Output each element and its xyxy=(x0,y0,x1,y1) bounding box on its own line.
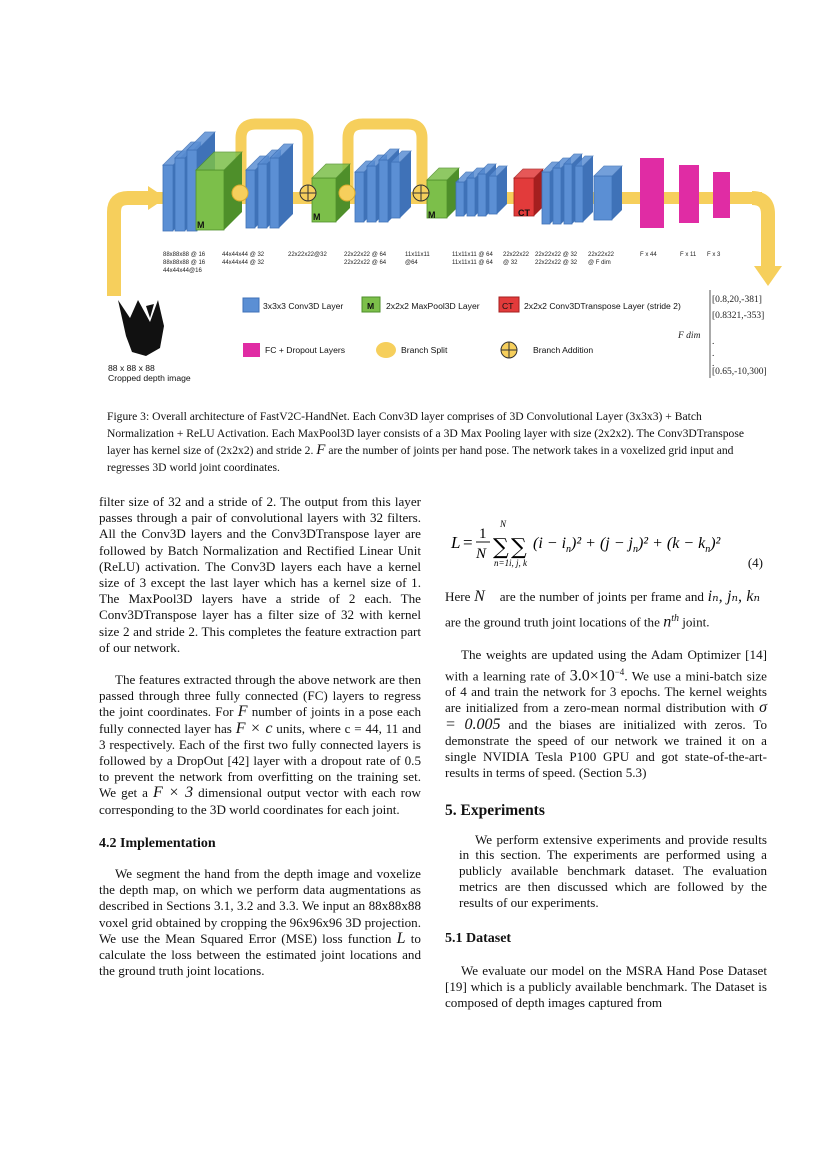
conv3d-block xyxy=(270,144,293,228)
input-depth-image xyxy=(118,300,164,356)
legend-conv-swatch xyxy=(243,298,259,312)
right-column xyxy=(445,494,767,1011)
conv3d-block xyxy=(489,166,507,214)
layer-size-label: 11x11x11 @ 64 xyxy=(452,252,493,258)
legend-fc-label: FC + Dropout Layers xyxy=(265,345,346,355)
layer-size-label: 22x22x22 xyxy=(503,252,530,258)
output-matrix xyxy=(677,290,767,378)
paragraph: Here N are the number of joints per frame and iₙ, jₙ, kₙ are the ground truth joint locations of the $n^{th}$ joint. xyxy=(445,588,760,631)
layer-size-label: 22x22x22 @ 32 xyxy=(535,252,578,258)
input-caption-label: Cropped depth image xyxy=(108,373,191,383)
legend-split-label: Branch Split xyxy=(401,345,448,355)
layer-size-label: 88x88x88 @ 16 xyxy=(163,252,206,258)
layer-size-label: @ 32 xyxy=(503,260,518,266)
layer-size-label: 22x22x22 @ 32 xyxy=(535,260,578,266)
eq-equals: = xyxy=(463,533,473,552)
layer-size-label: 44x44x44 @ 32 xyxy=(222,252,265,258)
layer-size-label: @ F dim xyxy=(588,260,611,266)
paragraph: The features extracted through the above network are then passed through three fully connected (FC) layers to regress the joint coordinates. For F number of joints in a pose each fully connected layer has F × c units, where c = 44, 11 and 3 respectively. Each of the first two fully connected layers is followed by a DropOut [42] layer with a dropout rate of 0.5 to prevent the network from overfitting on the training set. We get a F × 3 dimensional output vector with each row corresponding to the 3D world coordinates for each joint. xyxy=(99,672,422,817)
layer-size-label: 44x44x44 @ 32 xyxy=(222,260,265,266)
legend-transpose-letter: CT xyxy=(502,301,514,311)
caption-text-2: are the number of joints per hand pose. The network takes in a voxelized grid input and regresses 3D world joint coordinates. xyxy=(107,444,734,474)
layer-size-label: F x 3 xyxy=(707,252,721,258)
legend-maxpool-label: 2x2x2 MaxPool3D Layer xyxy=(386,301,480,311)
eq-lhs: L xyxy=(451,533,461,552)
legend-split-swatch xyxy=(376,342,396,358)
layer-size-label: F x 44 xyxy=(640,252,657,258)
paragraph: We evaluate our model on the MSRA Hand Pose Dataset [19] which is a publicly available benchmark. The Dataset is composed of depth images captured from xyxy=(445,962,767,1011)
branch-split-node xyxy=(232,185,248,201)
legend-maxpool-letter: M xyxy=(367,301,375,311)
eq-denominator: N xyxy=(476,546,487,562)
paragraph: We segment the hand from the depth image and voxelize the depth map, on which we perform data augmentations as described in Sections 3.1, 3.2 and 3.3. We input an 88x88x88 voxel grid obtained by cropping the 96x96x96 3D projection. We use the Mean Squared Error (MSE) loss function L to calculate the loss between the estimated joint locations and the ground truth joint locations. xyxy=(99,866,421,979)
eq-sum-bottom-1: n=1 xyxy=(494,558,510,568)
layer-size-label: 22x22x22 @ 64 xyxy=(344,260,387,266)
fc-dropout-block xyxy=(679,165,699,223)
loss-equation xyxy=(445,508,767,570)
block-letter: M xyxy=(313,212,321,222)
eq-body: $(i - i_n)^2 + (j - j_n)^2 + (k - k_n)^2$ xyxy=(533,535,721,555)
block-letter: M xyxy=(197,220,205,230)
output-row: . xyxy=(712,359,715,369)
layer-size-label: 22x22x22@32 xyxy=(288,252,327,258)
equation-number: (4) xyxy=(747,555,763,570)
eq-sum-2: ∑ xyxy=(511,535,527,560)
layer-size-label: 11x11x11 @ 64 xyxy=(452,260,493,266)
layer-size-label: 22x22x22 @ 64 xyxy=(344,252,387,258)
conv3d-block xyxy=(594,166,622,220)
paragraph: The weights are updated using the Adam Optimizer [14] with a learning rate of $3.0\times 10^{-4}$. We use a mini-batch size of 4 and train the network for 3 epochs. The kernel weights are initialized from a zero-mean normal distribution with σ = 0.005 and the biases are initialized with zeros. To demonstrate the speed of our network we trained it on a single NVIDIA Tesla P100 GPU and got state-of-the-art-results in terms of speed. (Section 5.3) xyxy=(445,647,768,781)
branch-split-node xyxy=(339,185,355,201)
block-letter: M xyxy=(428,210,436,220)
output-row: [0.8,20,-381] xyxy=(712,295,762,305)
paragraph: We perform extensive experiments and provide results in this section. The experiments are performed using a publicly available benchmark dataset. The evaluation metrics are then discussed which are followed by the results of our experiments. xyxy=(459,831,767,910)
section-heading: 5. Experiments xyxy=(445,802,545,820)
legend-fc-swatch xyxy=(243,343,260,357)
caption-symbol: F xyxy=(316,442,326,458)
legend xyxy=(243,297,681,358)
layer-size-label: 88x88x88 @ 16 xyxy=(163,260,206,266)
architecture-figure xyxy=(0,0,827,400)
output-row: . xyxy=(712,349,715,359)
output-side-label: F dim xyxy=(678,331,701,341)
paragraph: filter size of 32 and a stride of 2. The output from this layer passes through a pair of convolutional layers with 32 filters. All the Conv3D layers and the Conv3DTranspose layer are followed by Batch Normalization and Rectified Linear Unit (ReLU) activation. The Conv3D layers each have a kernel size of 3 except the last layer which has a kernel size of 1. The MaxPool3D layers have a stride of 2 each. The Conv3DTranspose layer has a filter size of 32 with kernel size 2 and stride 2. This completes the feature extraction part of our network. xyxy=(99,494,421,655)
equation-svg xyxy=(445,508,767,570)
eq-sum-1: ∑ xyxy=(493,535,509,560)
layer-size-label: 11x11x11 xyxy=(405,252,430,258)
fc-dropout-block xyxy=(640,158,664,228)
legend-conv-label: 3x3x3 Conv3D Layer xyxy=(263,301,344,311)
output-row: [0.65,-10,300] xyxy=(712,367,767,377)
input-size-label: 88 x 88 x 88 xyxy=(108,363,155,373)
fc-dropout-block xyxy=(713,172,730,218)
layer-size-label: F x 11 xyxy=(680,252,697,258)
eq-numerator: 1 xyxy=(479,526,487,542)
layer-size-label: 22x22x22 xyxy=(588,252,615,258)
layer-size-label: @64 xyxy=(405,260,418,266)
eq-sum-bottom-2: i, j, k xyxy=(509,558,527,568)
conv3d-block xyxy=(391,151,411,218)
output-row: . xyxy=(712,337,715,347)
left-column xyxy=(99,494,421,979)
legend-transpose-label: 2x2x2 Conv3DTranspose Layer (stride 2) xyxy=(524,301,681,311)
figure-caption xyxy=(107,408,757,476)
block-letter: CT xyxy=(518,208,530,218)
legend-addition-label: Branch Addition xyxy=(533,345,594,355)
conv3d-block xyxy=(575,156,593,222)
section-heading: 4.2 Implementation xyxy=(99,835,216,851)
subsection-heading: 5.1 Dataset xyxy=(445,930,512,946)
layer-size-label: 44x44x44@16 xyxy=(163,268,202,274)
caption-text-1: Figure 3: Overall architecture of FastV2C-HandNet. Each Conv3D layer comprises of 3D Convolutional Layer (3x3x3) + Batch Normalization + ReLU Activation. Each MaxPool3D layer consists of a 3D Max Pooling layer with size (2x2x2). The Conv3DTranspose layer has kernel size of (2x2x2) and stride 2. xyxy=(107,410,745,457)
eq-sum-top: N xyxy=(500,519,507,529)
layer-size-labels xyxy=(163,252,721,274)
output-row: [0.8321,-353] xyxy=(712,311,765,321)
